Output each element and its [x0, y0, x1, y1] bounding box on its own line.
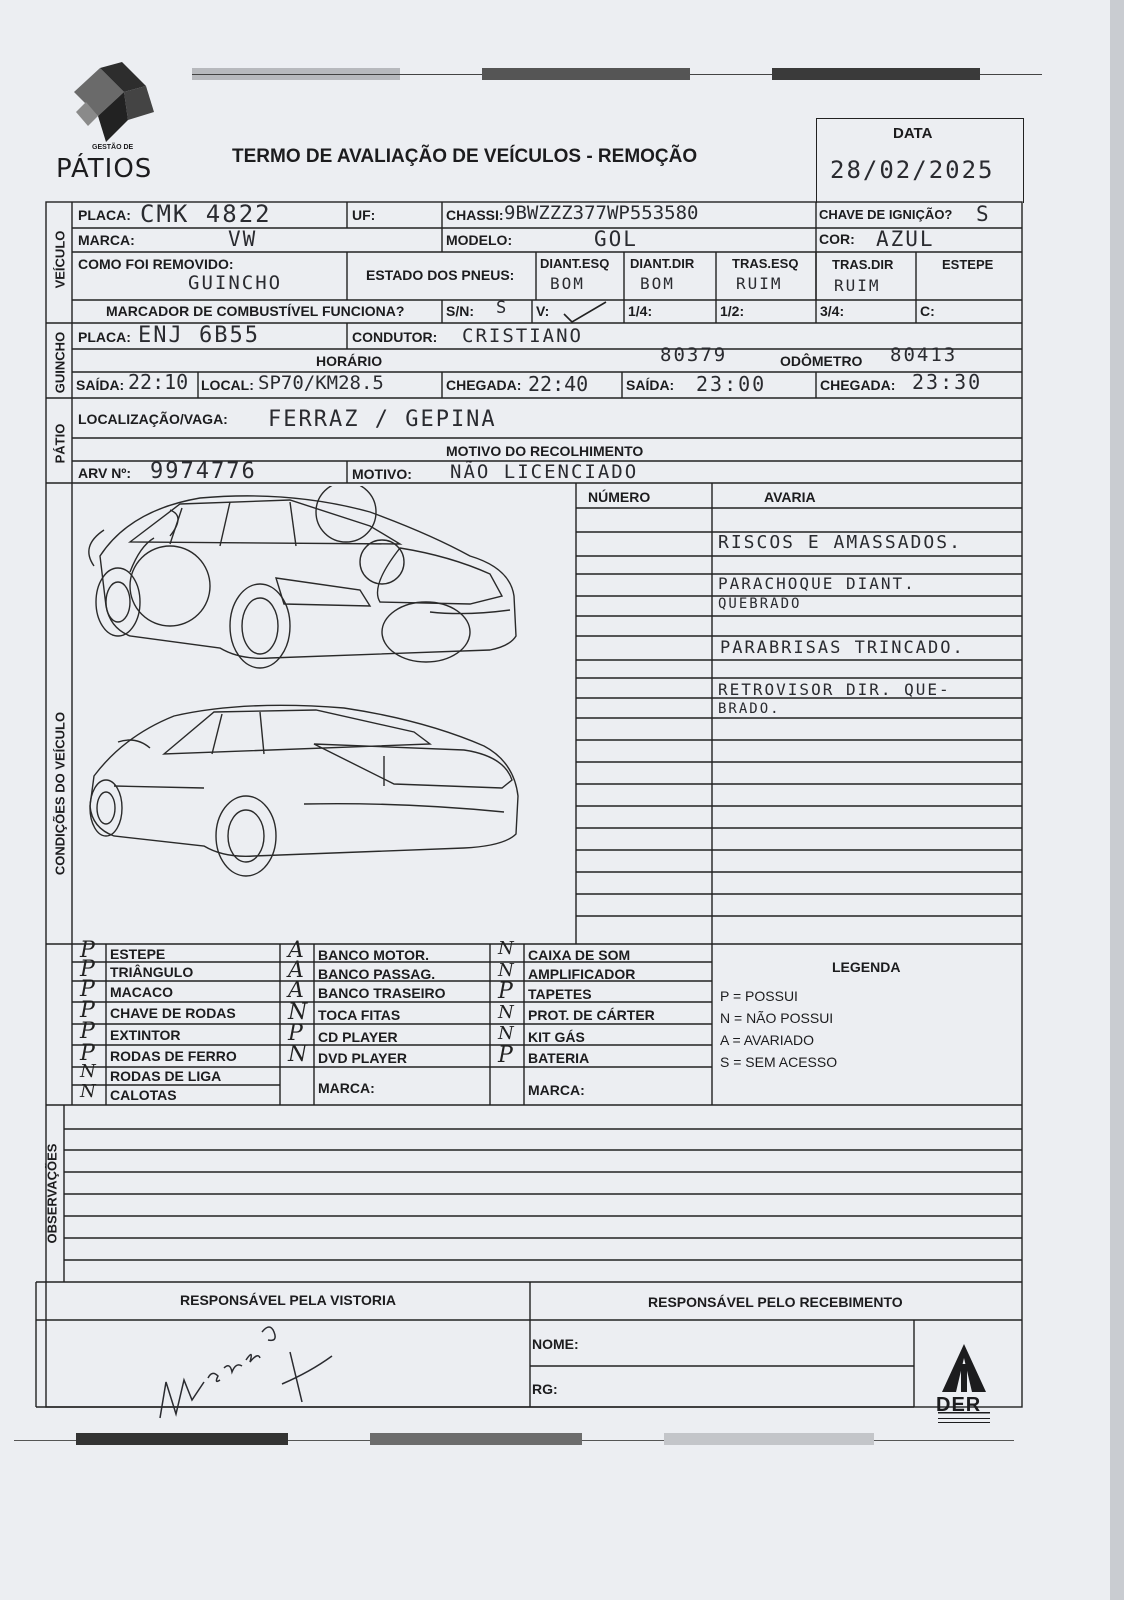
chave-value: S [976, 202, 991, 226]
item-mark: P [498, 979, 513, 1004]
v-label: V: [536, 303, 550, 319]
item-label: BANCO MOTOR. [318, 947, 429, 963]
item-label: TRIÂNGULO [110, 964, 194, 980]
condutor-label: CONDUTOR: [352, 329, 438, 345]
local-value: SP70/KM28.5 [258, 372, 384, 394]
legenda-item: S = SEM ACESSO [720, 1054, 838, 1070]
modelo-label: MODELO: [446, 232, 513, 248]
modelo-value: GOL [594, 227, 638, 251]
page-title: TERMO DE AVALIAÇÃO DE VEÍCULOS - REMOÇÃO [232, 146, 698, 167]
section-veiculo: VEÍCULO [52, 230, 68, 289]
horario-label: HORÁRIO [316, 353, 383, 369]
item-label: TOCA FITAS [318, 1007, 401, 1023]
chassi-value: 9BWZZZ377WP553580 [504, 202, 699, 224]
signature-icon [150, 1322, 350, 1432]
saida2-value: 23:00 [696, 372, 767, 396]
chave-label: CHAVE DE IGNIÇÃO? [819, 207, 953, 222]
arv-value: 9974776 [150, 459, 257, 484]
date-label: DATA [893, 125, 933, 142]
responsavel-vistoria-label: RESPONSÁVEL PELA VISTORIA [180, 1292, 397, 1308]
sn-label: S/N: [446, 303, 474, 319]
item-mark: A [288, 978, 304, 1003]
item-mark: P [80, 957, 95, 982]
chegada-value: 22:40 [528, 372, 589, 396]
col3-marca-label: MARCA: [528, 1082, 585, 1098]
chegada2-value: 23:30 [912, 370, 983, 394]
date-value: 28/02/2025 [830, 156, 995, 184]
chassi-label: CHASSI: [446, 207, 504, 223]
guincho-placa-value: ENJ 6B55 [138, 323, 260, 348]
item-label: BANCO PASSAG. [318, 966, 436, 982]
guincho-placa-label: PLACA: [78, 329, 131, 345]
item-label: MACACO [110, 984, 173, 1000]
odometro-label: ODÔMETRO [780, 353, 863, 369]
item-mark: N [288, 1000, 308, 1025]
cor-value: AZUL [876, 227, 935, 251]
avaria-label: AVARIA [764, 489, 816, 505]
item-mark: P [80, 998, 95, 1023]
saida-value: 22:10 [128, 370, 189, 394]
estepe-label: ESTEPE [942, 257, 994, 272]
item-mark: N [498, 1002, 514, 1023]
chegada2-label: CHEGADA: [820, 377, 896, 393]
placa-value: CMK 4822 [140, 200, 272, 228]
combustivel-label: MARCADOR DE COMBUSTÍVEL FUNCIONA? [106, 303, 405, 319]
item-mark: N [498, 938, 514, 959]
section-observacoes: OBSERVAÇÕES [44, 1143, 60, 1244]
item-label: EXTINTOR [110, 1027, 181, 1043]
bottom-deco-bar-3 [664, 1433, 874, 1445]
item-label: TAPETES [528, 986, 592, 1002]
q14-label: 1/4: [628, 303, 653, 319]
section-patio: PÁTIO [52, 423, 68, 464]
item-mark: P [80, 1041, 95, 1066]
item-label: PROT. DE CÁRTER [528, 1007, 655, 1023]
avaria-5: RETROVISOR DIR. QUE- [718, 680, 951, 699]
responsavel-recebimento-label: RESPONSÁVEL PELO RECEBIMENTO [648, 1294, 903, 1310]
car-rear-view-icon [84, 696, 524, 880]
localizacao-value: FERRAZ / GEPINA [268, 407, 497, 432]
item-label: BANCO TRASEIRO [318, 985, 446, 1001]
v-check-mark-icon [560, 298, 610, 326]
item-mark: P [80, 977, 95, 1002]
legenda-item: P = POSSUI [720, 988, 798, 1004]
marca-value: VW [228, 227, 258, 251]
pneu-diant-dir-value: BOM [640, 274, 675, 293]
item-mark: P [80, 938, 95, 963]
item-label: AMPLIFICADOR [528, 966, 636, 982]
item-mark: A [288, 938, 304, 963]
item-label: RODAS DE LIGA [110, 1068, 222, 1084]
placa-label: PLACA: [78, 207, 131, 223]
pneu-diant-dir-label: DIANT.DIR [630, 256, 695, 271]
car-front-view-icon [70, 486, 530, 686]
legenda-item: A = AVARIADO [720, 1032, 815, 1048]
pneu-diant-esq-value: BOM [550, 274, 585, 293]
pneu-tras-esq-label: TRAS.ESQ [732, 256, 799, 271]
motivo-value: NÃO LICENCIADO [450, 461, 639, 483]
item-label: CALOTAS [110, 1087, 177, 1103]
item-label: DVD PLAYER [318, 1050, 407, 1066]
chegada-label: CHEGADA: [446, 377, 522, 393]
q34-label: 3/4: [820, 303, 845, 319]
der-logo-text: DER [936, 1394, 982, 1416]
como-removido-value: GUINCHO [188, 272, 283, 294]
logo-small-text: GESTÃO DE [92, 144, 134, 151]
avaria-4: PARABRISAS TRINCADO. [720, 638, 965, 658]
localizacao-label: LOCALIZAÇÃO/VAGA: [78, 411, 228, 427]
item-label: CD PLAYER [318, 1029, 398, 1045]
col2-marca-label: MARCA: [318, 1080, 375, 1096]
avaria-1: RISCOS E AMASSADOS. [718, 532, 962, 553]
q12-label: 1/2: [720, 303, 745, 319]
item-mark: P [80, 1019, 95, 1044]
motivo-label: MOTIVO: [352, 466, 412, 482]
item-mark: N [288, 1042, 308, 1067]
condutor-value: CRISTIANO [462, 325, 583, 347]
saida-label: SAÍDA: [76, 377, 125, 393]
bottom-deco-bar-1 [76, 1433, 288, 1445]
bottom-deco-bar-2 [370, 1433, 582, 1445]
motivo-recolhimento-title: MOTIVO DO RECOLHIMENTO [446, 443, 644, 459]
item-mark: N [498, 960, 514, 981]
avaria-2: PARACHOQUE DIANT. [718, 574, 916, 593]
item-mark: N [80, 1081, 96, 1102]
pneus-label: ESTADO DOS PNEUS: [366, 267, 515, 283]
pneu-tras-esq-value: RUIM [736, 274, 783, 293]
legenda-title: LEGENDA [832, 959, 901, 975]
sn-value: S [496, 298, 509, 318]
pneu-diant-esq-label: DIANT.ESQ [540, 256, 610, 271]
rg-label: RG: [532, 1381, 558, 1397]
item-mark: P [288, 1021, 303, 1046]
saida2-label: SAÍDA: [626, 377, 675, 393]
marca-label: MARCA: [78, 232, 135, 248]
item-label: CHAVE DE RODAS [110, 1005, 236, 1021]
odometro-saida-value: 80379 [660, 344, 728, 366]
cor-label: COR: [819, 231, 855, 247]
item-label: CAIXA DE SOM [528, 947, 631, 963]
section-condicoes: CONDIÇÕES DO VEÍCULO [52, 711, 68, 876]
item-label: ESTEPE [110, 946, 166, 962]
pneu-tras-dir-value: RUIM [834, 276, 881, 295]
numero-label: NÚMERO [588, 489, 651, 505]
der-logo-icon [934, 1342, 994, 1434]
item-mark: P [498, 1043, 513, 1068]
avaria-6: BRADO. [718, 701, 781, 717]
local-label: LOCAL: [201, 377, 254, 393]
item-label: BATERIA [528, 1050, 590, 1066]
nome-label: NOME: [532, 1336, 579, 1352]
logo-big-text: PÁTIOS [56, 154, 153, 184]
uf-label: UF: [352, 207, 376, 223]
item-label: RODAS DE FERRO [110, 1048, 237, 1064]
avaria-3: QUEBRADO [718, 596, 802, 612]
item-mark: N [80, 1061, 96, 1082]
item-mark: A [288, 958, 304, 983]
item-mark: N [498, 1023, 514, 1044]
item-label: KIT GÁS [528, 1029, 585, 1045]
como-removido-label: COMO FOI REMOVIDO: [78, 256, 234, 272]
odometro-chegada-value: 80413 [890, 344, 958, 366]
arv-label: ARV Nº: [78, 465, 132, 481]
pneu-tras-dir-label: TRAS.DIR [832, 257, 894, 272]
section-guincho: GUINCHO [52, 331, 68, 394]
qc-label: C: [920, 303, 935, 319]
legenda-item: N = NÃO POSSUI [720, 1010, 834, 1026]
